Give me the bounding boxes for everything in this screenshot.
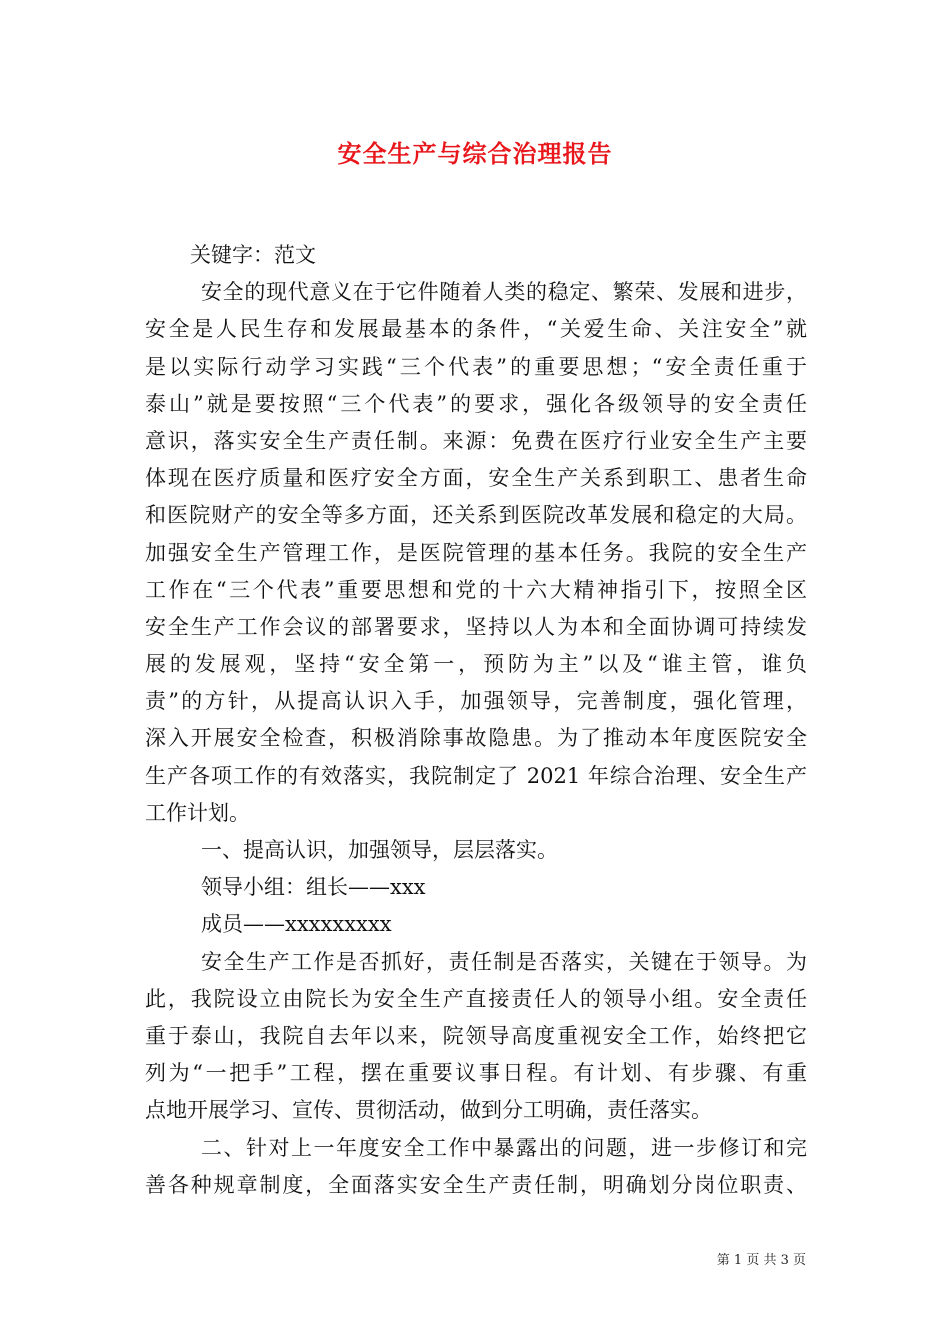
text-line: 深入开展安全检查，积极消除事故隐患。为了推动本年度医院安全 xyxy=(145,726,807,751)
text-line: 工作在“三个代表”重要思想和党的十六大精神指引下，按照全区 xyxy=(145,577,807,602)
text-line: 安全的现代意义在于它件随着人类的稳定、繁荣、发展和进步， xyxy=(201,280,807,305)
text-line: 安全是人民生存和发展最基本的条件，“关爱生命、关注安全”就 xyxy=(145,317,807,342)
text-line: 意识，落实安全生产责任制。来源：免费在医疗行业安全生产主要 xyxy=(145,428,807,453)
page-number: 第 1 页 共 3 页 xyxy=(716,1253,806,1268)
text-line: 关键字：范文 xyxy=(190,243,316,267)
text-line: 领导小组：组长——xxx xyxy=(201,875,426,900)
document-body xyxy=(145,237,807,1204)
text-line: 成员——xxxxxxxxx xyxy=(201,912,392,937)
text-line: 安全生产工作会议的部署要求，坚持以人为本和全面协调可持续发 xyxy=(145,614,807,639)
text-line: 一、提高认识，加强领导，层层落实。 xyxy=(201,838,558,862)
text-line: 二、针对上一年度安全工作中暴露出的问题，进一步修订和完 xyxy=(201,1135,807,1160)
text-line: 加强安全生产管理工作，是医院管理的基本任务。我院的安全生产 xyxy=(145,540,807,565)
text-line: 责”的方针，从提高认识入手，加强领导，完善制度，强化管理， xyxy=(145,689,807,714)
text-line: 和医院财产的安全等多方面，还关系到医院改革发展和稳定的大局。 xyxy=(145,503,807,528)
text-line: 安全生产工作是否抓好，责任制是否落实，关键在于领导。为 xyxy=(201,949,807,974)
text-line: 是以实际行动学习实践“三个代表”的重要思想；“安全责任重于 xyxy=(145,354,807,379)
text-line: 重于泰山，我院自去年以来，院领导高度重视安全工作，始终把它 xyxy=(145,1023,807,1048)
text-line: 展的发展观，坚持“安全第一，预防为主”以及“谁主管，谁负 xyxy=(145,652,807,677)
text-line: 善各种规章制度，全面落实安全生产责任制，明确划分岗位职责、 xyxy=(145,1172,807,1197)
text-line: 工作计划。 xyxy=(145,800,250,825)
text-line: 泰山”就是要按照“三个代表”的要求，强化各级领导的安全责任 xyxy=(145,391,807,416)
document-title: 安全生产与综合治理报告 xyxy=(337,139,613,168)
text-line: 体现在医疗质量和医疗安全方面，安全生产关系到职工、患者生命 xyxy=(145,466,807,491)
text-line: 此，我院设立由院长为安全生产直接责任人的领导小组。安全责任 xyxy=(145,986,807,1011)
text-line: 点地开展学习、宣传、贯彻活动，做到分工明确，责任落实。 xyxy=(145,1098,712,1123)
text-line: 列为“一把手”工程，摆在重要议事日程。有计划、有步骤、有重 xyxy=(145,1061,807,1086)
text-line: 生产各项工作的有效落实，我院制定了 2021 年综合治理、安全生产 xyxy=(145,763,807,788)
